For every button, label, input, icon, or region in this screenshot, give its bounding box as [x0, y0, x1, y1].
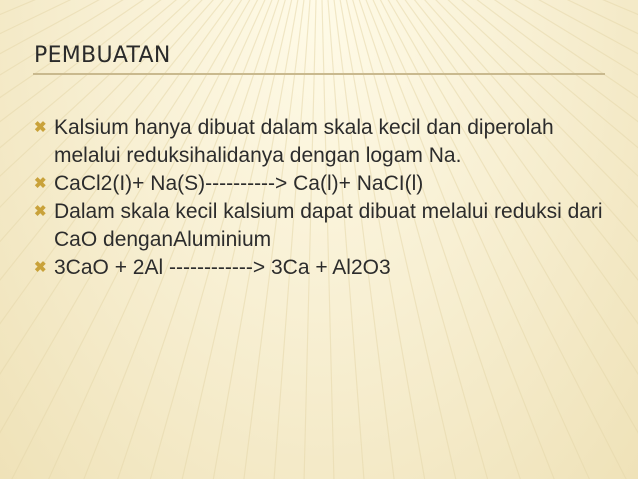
x-mark-icon: ✖ — [34, 259, 47, 276]
bullet-text: Kalsium hanya dibuat dalam skala kecil dan diperolah melalui reduksihalidanya dengan logam Na. — [54, 116, 554, 167]
bullet-item — [34, 198, 609, 254]
x-mark-icon: ✖ — [34, 175, 47, 192]
bullet-item — [34, 114, 609, 170]
slide-title: PEMBUATAN — [34, 43, 171, 68]
bullet-item — [34, 254, 609, 282]
title-underline — [33, 73, 605, 75]
x-mark-icon: ✖ — [34, 203, 47, 220]
bullet-item — [34, 170, 609, 198]
bullet-text: Dalam skala kecil kalsium dapat dibuat melalui reduksi dari CaO denganAluminium — [54, 200, 603, 251]
bullet-text: CaCl2(I)+ Na(S)----------> Ca(l)+ NaCI(l) — [54, 172, 424, 195]
bullet-text: 3CaO + 2Al ------------> 3Ca + Al2O3 — [54, 256, 391, 279]
bullet-list — [34, 114, 609, 282]
x-mark-icon: ✖ — [34, 119, 47, 136]
